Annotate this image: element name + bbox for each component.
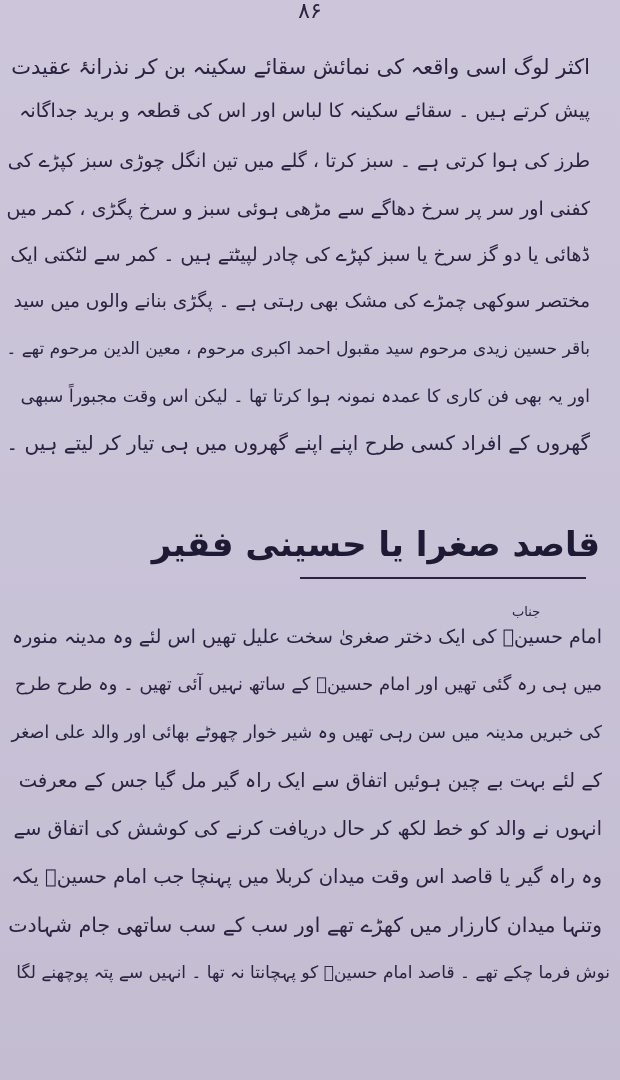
text-line: کے لئے بہت بے چین ہوئیں اتفاق سے ایک راہ گیر مل گیا جس کے معرفت <box>18 769 602 792</box>
honorific-mark: جناب <box>512 605 541 620</box>
text-line: انہوں نے والد کو خط لکھ کر حال دریافت کرنے کی کوشش کی اتفاق سے <box>13 817 602 840</box>
text-line: میں ہی رہ گئی تھیں اور امام حسینؑ کے ساتھ نہیں آئی تھیں ۔ وہ طرح طرح <box>14 674 602 695</box>
text-line: اور یہ بھی فن کاری کا عمدہ نمونہ ہوا کرتا تھا ۔ لیکن اس وقت مجبوراً سبھی <box>20 387 590 407</box>
text-line: اکثر لوگ اسی واقعہ کی نمائش سقائے سکینہ بن کر نذرانۂ عقیدت <box>11 55 590 79</box>
text-line: مختصر سوکھی چمڑے کی مشک بھی رہتی ہے ۔ پگڑی بنانے والوں میں سید <box>13 291 590 312</box>
text-line: وتنہا میدان کارزار میں کھڑے تھے اور سب کے سب ساتھی جام شہادت <box>8 913 602 937</box>
text-line: امام حسینؑ کی ایک دختر صغریٰ سخت علیل تھیں اس لئے وہ مدینہ منورہ <box>12 626 602 648</box>
text-line: گھروں کے افراد کسی طرح اپنے اپنے گھروں میں ہی تیار کر لیتے ہیں ۔ <box>6 431 590 455</box>
text-line: ڈھائی یا دو گز سرخ یا سبز کپڑے کی چادر لپیٹتے ہیں ۔ کمر سے لٹکتی ایک <box>10 244 590 266</box>
text-line: کفنی اور سر پر سرخ دھاگے سے مڑھی ہوئی سبز و سرخ پگڑی ، کمر میں <box>6 198 590 220</box>
heading-underline <box>300 577 586 579</box>
section-heading: قاصد صغرا یا حسینی فقیر <box>151 525 600 565</box>
text-line: پیش کرتے ہیں ۔ سقائے سکینہ کا لباس اور اس کی قطعہ و برید جداگانہ <box>19 100 590 122</box>
text-line: باقر حسین زیدی مرحوم سید مقبول احمد اکبری مرحوم ، معین الدین مرحوم تھے ۔ <box>6 339 590 359</box>
text-line: طرز کی ہوا کرتی ہے ۔ سبز کرتا ، گلے میں تین انگل چوڑی سبز کپڑے کی <box>7 150 590 172</box>
text-line: نوش فرما چکے تھے ۔ قاصد امام حسینؑ کو پہچانتا نہ تھا ۔ انہیں سے پتہ پوچھنے لگا <box>16 963 610 983</box>
page-number: ۸۶ <box>298 0 322 24</box>
text-line: کی خبریں مدینہ میں سن رہی تھیں وہ شیر خوار چھوٹے بھائی اور والد علی اصغر <box>11 723 602 743</box>
text-line: وہ راہ گیر یا قاصد اس وقت میدان کربلا میں پہنچا جب امام حسینؑ یکہ <box>11 865 602 888</box>
